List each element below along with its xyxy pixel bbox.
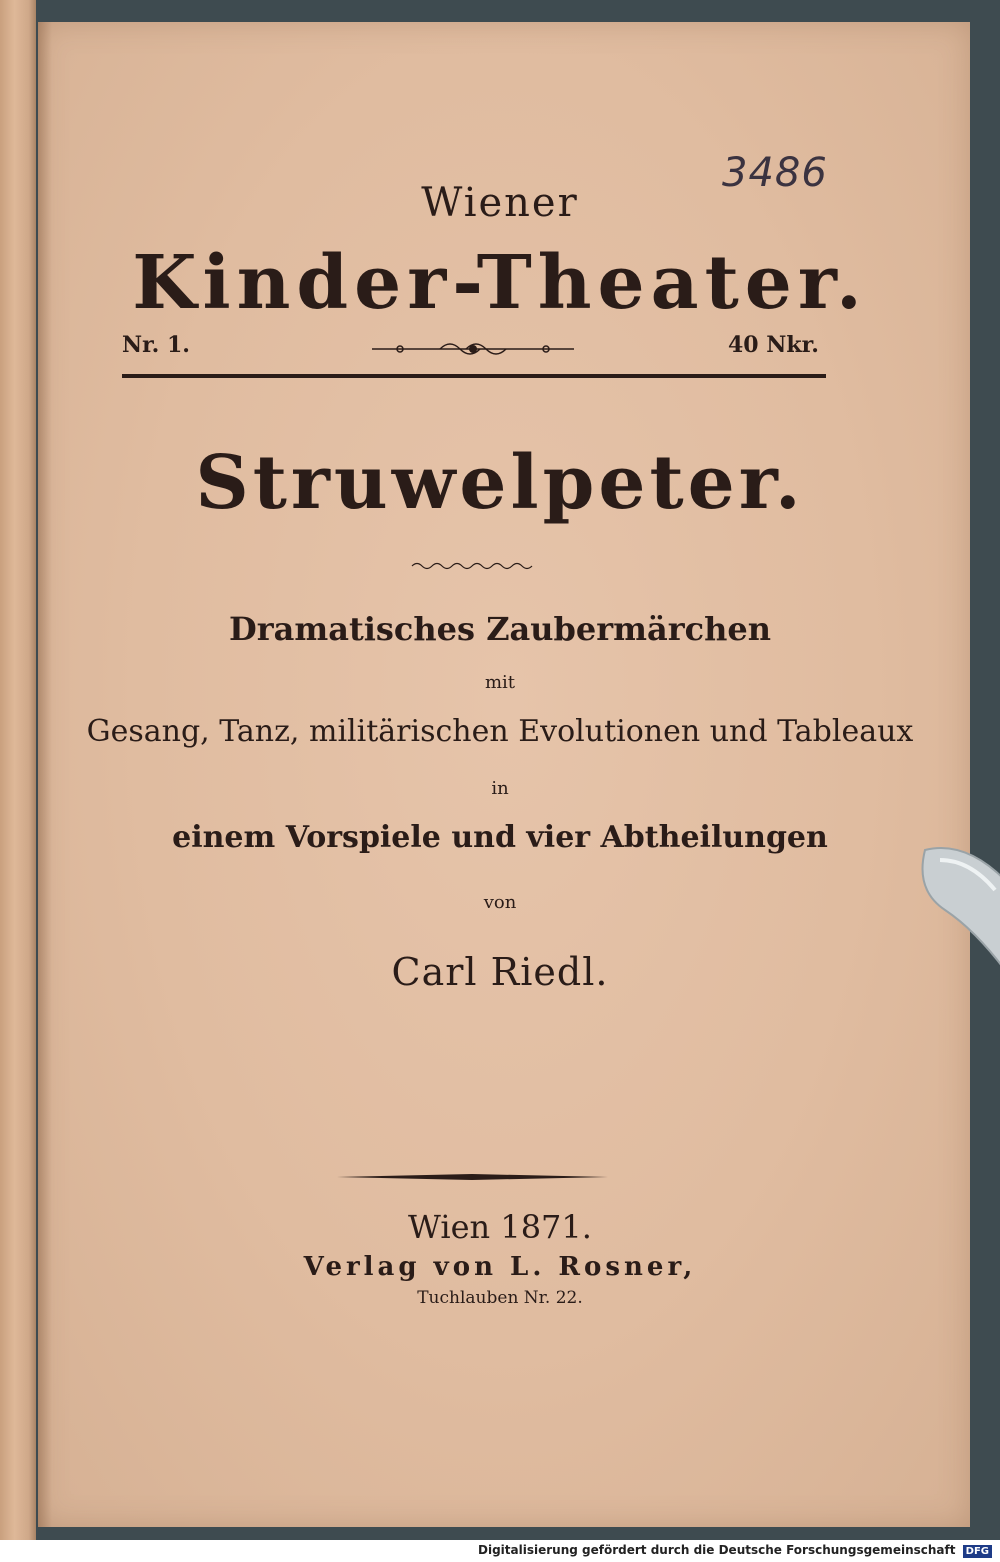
series-title: Kinder-Theater. [132, 240, 868, 326]
dfg-logo: DFG [963, 1545, 992, 1558]
series-line-1: Wiener [421, 180, 579, 226]
ornament-divider [370, 338, 576, 360]
page-clip [905, 840, 1000, 990]
handwritten-shelfmark: 3486 [722, 150, 828, 196]
imprint-rule [335, 1172, 610, 1182]
subtitle-line-3: einem Vorspiele und vier Abtheilungen [172, 820, 828, 855]
subtitle-von: von [483, 892, 517, 913]
subtitle-line-2: Gesang, Tanz, militärischen Evolutionen und Tableaux [86, 714, 914, 749]
footer-bar [0, 1540, 1000, 1562]
wavy-divider [410, 560, 540, 572]
imprint-place-year: Wien 1871. [408, 1208, 592, 1246]
imprint-address: Tuchlauben Nr. 22. [417, 1288, 583, 1308]
author-name: Carl Riedl. [391, 950, 609, 994]
series-price: 40 Nkr. [728, 332, 819, 358]
subtitle-in: in [491, 778, 509, 799]
footer-credit [478, 1543, 992, 1558]
subtitle-mit: mit [484, 672, 516, 693]
footer-credit-text: Digitalisierung gefördert durch die Deutsche Forschungsgemeinschaft [478, 1543, 956, 1557]
subtitle-line-1: Dramatisches Zaubermärchen [229, 610, 771, 648]
book-spine [0, 0, 36, 1540]
main-title: Struwelpeter. [195, 440, 805, 526]
series-number: Nr. 1. [122, 332, 190, 358]
header-rule [122, 374, 826, 378]
imprint-publisher: Verlag von L. Rosner, [303, 1252, 697, 1282]
